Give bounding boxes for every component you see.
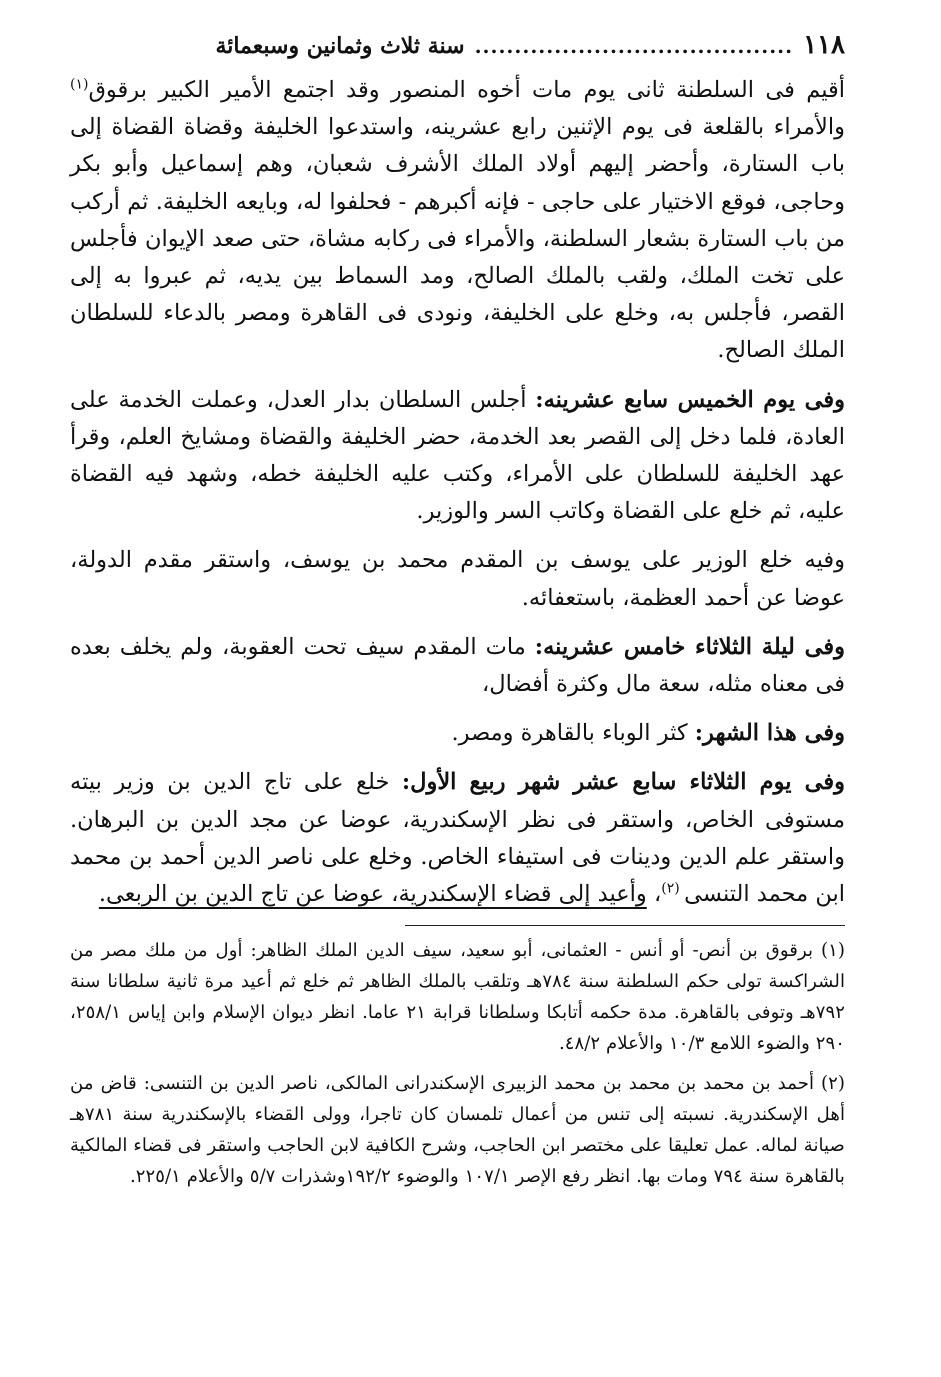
page-number: ١١٨ bbox=[803, 30, 845, 60]
paragraph-text: خلع على تاج الدين بن وزير بيته مستوفى الخاص، واستقر فى نظر الإسكندرية، عوضا عن مجد الدين بن البرهان. واستقر علم الدين ودينات فى استيفاء الخاص. وخلع على ناصر الدين أحمد بن محمد ابن محمد التنسى bbox=[70, 769, 845, 908]
paragraph-lead: وفى هذا الشهر: bbox=[694, 720, 845, 747]
paragraph-3 bbox=[70, 542, 845, 616]
footnote-reference-2: (٢) bbox=[661, 880, 685, 897]
running-header-title: سنة ثلاث وثمانين وسبعمائة bbox=[215, 33, 465, 59]
underlined-phrase: وأعيد إلى قضاء الإسكندرية، عوضا عن تاج الدين بن الربعى. bbox=[98, 881, 647, 908]
paragraph-text: ، bbox=[646, 881, 662, 908]
footnote-reference-1: (١) bbox=[70, 76, 89, 93]
paragraph-text: أقيم فى السلطنة ثانى يوم مات أخوه المنصور وقد اجتمع الأمير الكبير برقوق bbox=[88, 77, 845, 103]
paragraph-4 bbox=[70, 629, 845, 703]
footnotes bbox=[70, 936, 845, 1192]
book-page bbox=[70, 30, 845, 1350]
running-header bbox=[70, 30, 845, 72]
paragraph-lead: وفى يوم الثلاثاء سابع عشر شهر ربيع الأول: bbox=[401, 769, 845, 796]
paragraph-text: والأمراء بالقلعة فى يوم الإثنين رابع عشرينه، واستدعوا الخليفة وقضاة القضاة إلى باب الستارة، وأحضر إليهم أولاد الملك الأشرف شعبان، وهم إسماعيل وأبو بكر وحاجى، فوقع الاختيار على حاجى - فإنه أكبرهم - فحلفوا له، وبايعه الخليفة. ثم أركب من باب الستارة بشعار السلطنة، والأمراء فى ركابه مشاة، حتى صعد الإيوان فأجلس على تخت الملك، ولقب بالملك الصالح، ومد السماط بين يديه، ثم عبروا به إلى القصر، فأجلس به، وخلع على الخليفة، ونودى فى القاهرة ومصر بالدعاء للسلطان الملك الصالح. bbox=[70, 114, 845, 364]
main-text bbox=[70, 72, 845, 913]
paragraph-2 bbox=[70, 382, 845, 531]
paragraph-6 bbox=[70, 764, 845, 913]
paragraph-text: مات المقدم سيف تحت العقوبة، ولم يخلف بعده فى معناه مثله، سعة مال وكثرة أفضال، bbox=[70, 633, 845, 698]
paragraph-text: أجلس السلطان بدار العدل، وعملت الخدمة على العادة، فلما دخل إلى القصر بعد الخدمة، حضر الخليفة والقضاة ومشايخ العلم، وقرأ عهد الخليفة للسلطان على الأمراء، وكتب عليه الخليفة خطه، وشهد فيه القضاة عليه، ثم خلع على القضاة وكاتب السر والوزير. bbox=[70, 386, 845, 525]
footnote-1: (١) برقوق بن أنص- أو أنس - العثمانى، أبو سعيد، سيف الدين الملك الظاهر: أول من ملك مصر من الشراكسة تولى حكم السلطنة سنة ٧٨٤هـ وتلقب بالملك الظاهر ثم خلع ثم أعيد مرة ثانية سلطانا سنة ٧٩٢هـ وتوفى بالقاهرة. مدة حكمه أتابكا وسلطانا قرابة ٢١ عاما. انظر ديوان الإسلام وابن إياس ٢٥٨/١، ٢٩٠ والضوء اللامع ١٠/٣ والأعلام ٤٨/٢. bbox=[70, 940, 846, 1054]
paragraph-1 bbox=[70, 72, 845, 370]
paragraph-text: وفيه خلع الوزير على يوسف بن المقدم محمد بن يوسف، واستقر مقدم الدولة، عوضا عن أحمد العظمة، باستعفائه. bbox=[70, 547, 845, 611]
paragraph-5 bbox=[70, 715, 845, 752]
paragraph-lead: وفى ليلة الثلاثاء خامس عشرينه: bbox=[534, 633, 845, 660]
footnote-2: (٢) أحمد بن محمد بن محمد بن محمد الزبيرى الإسكندرانى المالكى، ناصر الدين بن التنسى: قاض من أهل الإسكندرية. نسبته إلى تنس من أعمال تلمسان كان تاجرا، وولى القضاء بالإسكندرية سنة ٧٨١هـ صيانة لماله. عمل تعليقا على مختصر ابن الحاجب، وشرح الكافية لابن الحاجب واستقر فى قضاء المالكية بالقاهرة سنة ٧٩٤ ومات بها. انظر رفع الإصر ١٠٧/١ والوضوء ١٩٢/٢وشذرات ٥/٧ والأعلام ٢٢٥/١. bbox=[70, 1073, 845, 1187]
header-leader-dots: ........................................ bbox=[474, 34, 794, 58]
paragraph-lead: وفى يوم الخميس سابع عشرينه: bbox=[535, 386, 845, 413]
paragraph-text: كثر الوباء بالقاهرة ومصر. bbox=[451, 720, 695, 747]
footnote-divider bbox=[405, 925, 845, 926]
